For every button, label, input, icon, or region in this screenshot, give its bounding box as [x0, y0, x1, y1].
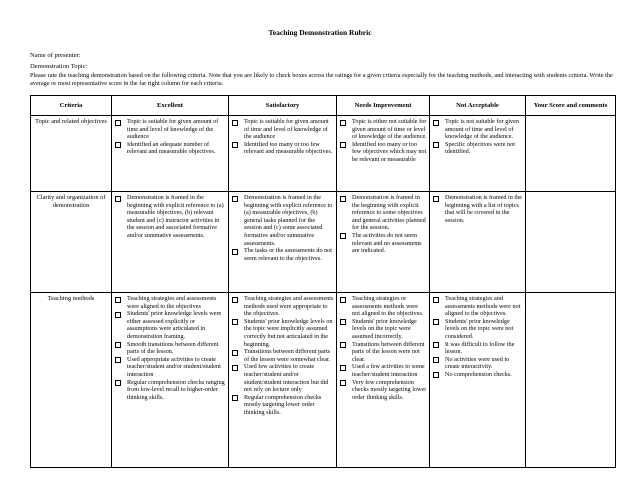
checkbox-icon[interactable]: [232, 297, 238, 303]
rubric-item-text: Specific objectives were not identified.: [445, 140, 515, 156]
rubric-item: [339, 295, 427, 318]
checkbox-icon[interactable]: [340, 342, 346, 348]
rubric-item-text: Demonstration is framed in the beginning with a list of topics that will be covered in the session.: [445, 194, 522, 224]
rubric-item-text: Regular comprehension checks ranging from low-level recall to higher-order thinking skills.: [127, 378, 225, 401]
rubric-item: [432, 356, 523, 371]
rubric-item: [114, 356, 226, 379]
header-not-acceptable: Not Acceptable: [430, 96, 526, 116]
rubric-item: [339, 118, 427, 141]
page-title: Teaching Demonstration Rubric: [268, 28, 372, 37]
checkbox-icon[interactable]: [433, 372, 439, 378]
criteria-items: [231, 295, 334, 417]
rubric-item: [114, 310, 226, 340]
needs-improvement-cell: [337, 116, 430, 192]
rubric-item-text: Used a few activities to some teacher/student interaction: [352, 363, 425, 378]
rubric-item-text: Students' prior knowledge levels were either assessed explicitly or assumptions were articulated in demonstration framing.: [127, 310, 222, 340]
rubric-item: [231, 295, 334, 318]
rubric-item-text: Used few activities to create teacher/student and/or student/student interaction but did not rely on lecture only: [244, 363, 329, 394]
rubric-item-text: Students' prior knowledge levels on the topic were assumed incorrectly.: [352, 317, 417, 340]
rubric-item: [114, 295, 226, 310]
rubric-item-text: The activities do not seem relevant and no assessments are indicated.: [352, 231, 422, 255]
satisfactory-cell: [229, 192, 337, 293]
instructions: Please rate the teaching demonstration based on the following criteria. Note that you are likely to check boxes across the ratings for a given criteria especially for the teaching methods, and interacting with students criteria. Write the average or most representative score in the far right column for each criteria.: [30, 72, 613, 87]
satisfactory-cell: [229, 293, 337, 468]
rubric-item: [432, 318, 523, 341]
rubric-item-text: Teaching strategies and assessments were aligned to the objectives: [127, 295, 217, 310]
rubric-table: [30, 95, 616, 468]
needs-improvement-cell: [337, 293, 430, 468]
rubric-item: [339, 194, 427, 232]
rubric-item-text: Used appropriate activities to create teacher/student and/or student/student interaction: [127, 355, 221, 378]
rubric-item: [114, 118, 226, 141]
rubric-item-text: Topic is suitable for given amount of time and level of knowledge of the audience: [244, 118, 329, 141]
rubric-row: [31, 293, 616, 468]
rubric-item: [339, 341, 427, 364]
presenter-label: Name of presenter:: [30, 52, 81, 59]
checkbox-icon[interactable]: [115, 380, 121, 386]
rubric-item-text: Demonstration is framed in the beginning with explicit reference to (a) measurable objectives, (b) general tasks planned for the session and (c) some associated formative and/or summative assessments.: [244, 194, 333, 247]
needs-improvement-cell: [337, 192, 430, 293]
excellent-cell: [112, 293, 229, 468]
rubric-row: [31, 192, 616, 293]
header-excellent: Excellent: [112, 96, 229, 116]
criteria-items: [432, 118, 523, 156]
rubric-item-text: Teaching strategies or assessments methods were not aligned to the objectives.: [352, 295, 424, 318]
score-cell[interactable]: [526, 293, 616, 468]
rubric-item: [231, 141, 334, 156]
excellent-cell: [112, 192, 229, 293]
rubric-item-text: Identified too many or too few relevant and measurable objectives.: [244, 140, 333, 156]
rubric-item-text: Students' prior knowledge levels on the topic were not considered.: [445, 317, 514, 340]
topic-label: Demonstration Topic:: [30, 63, 88, 70]
checkbox-icon[interactable]: [115, 357, 121, 363]
rubric-item-text: Students' prior knowledge levels on the topic were implicitly assumed correctly but not articulated in the beginning.: [244, 317, 333, 348]
rubric-item-text: Topic is suitable for given amount of time and level of knowledge of the audience: [127, 118, 219, 141]
rubric-item: [114, 194, 226, 240]
checkbox-icon[interactable]: [340, 142, 346, 148]
checkbox-icon[interactable]: [433, 120, 439, 126]
criteria-items: [339, 194, 427, 255]
criteria-cell: Teaching methods: [31, 293, 112, 468]
checkbox-icon[interactable]: [232, 365, 238, 371]
excellent-cell: [112, 116, 229, 192]
rubric-item: [114, 341, 226, 356]
checkbox-icon[interactable]: [340, 120, 346, 126]
checkbox-icon[interactable]: [232, 120, 238, 126]
rubric-item: [231, 394, 334, 417]
checkbox-icon[interactable]: [115, 312, 121, 318]
rubric-item: [432, 295, 523, 318]
rubric-item-text: Very few comprehension checks mostly targeting lower order thinking skills.: [352, 378, 427, 401]
criteria-items: [114, 295, 226, 401]
rubric-item: [432, 371, 523, 379]
rubric-item-text: Smooth transitions between different parts of the lesson.: [127, 340, 219, 356]
criteria-items: [339, 118, 427, 164]
rubric-item-text: Transitions between different parts of the lesson were not clear.: [352, 340, 425, 363]
rubric-item: [339, 379, 427, 402]
rubric-item: [114, 141, 226, 156]
checkbox-icon[interactable]: [433, 357, 439, 363]
checkbox-icon[interactable]: [340, 380, 346, 386]
criteria-items: [432, 295, 523, 379]
rubric-item: [432, 194, 523, 224]
checkbox-icon[interactable]: [232, 319, 238, 325]
rubric-item-text: Regular comprehension checks mostly targeting lower order thinking skills.: [244, 393, 322, 416]
checkbox-icon[interactable]: [340, 297, 346, 303]
header-row: [31, 96, 616, 116]
criteria-items: [339, 295, 427, 401]
checkbox-icon[interactable]: [232, 395, 238, 401]
rubric-item: [339, 232, 427, 255]
checkbox-icon[interactable]: [232, 142, 238, 148]
rubric-item: [231, 348, 334, 363]
criteria-items: [231, 118, 334, 156]
checkbox-icon[interactable]: [232, 249, 238, 255]
criteria-items: [231, 194, 334, 262]
rubric-item: [231, 247, 334, 262]
checkbox-icon[interactable]: [115, 342, 121, 348]
checkbox-icon[interactable]: [232, 350, 238, 356]
satisfactory-cell: [229, 116, 337, 192]
checkbox-icon[interactable]: [115, 120, 121, 126]
criteria-cell: Topic and related objectives: [31, 116, 112, 192]
not-acceptable-cell: [430, 116, 526, 192]
checkbox-icon[interactable]: [115, 196, 121, 202]
criteria-items: [432, 194, 523, 224]
criteria-cell: Clarity and organization of demonstration: [31, 192, 112, 293]
rubric-item-text: Topic is either not suitable for given amount of time or level of knowledge of the audience.: [352, 118, 427, 141]
checkbox-icon[interactable]: [433, 297, 439, 303]
rubric-row: [31, 116, 616, 192]
checkbox-icon[interactable]: [433, 342, 439, 348]
header-needs-improvement: Needs Improvement: [337, 96, 430, 116]
score-cell[interactable]: [526, 116, 616, 192]
criteria-items: [114, 194, 226, 240]
rubric-item-text: Teaching strategies and assessments methods used were appropriate to the objectives.: [244, 295, 334, 318]
rubric-item: [231, 194, 334, 247]
rubric-item-text: The tasks or the assessments do not seem relevant to the objectives.: [244, 247, 332, 262]
checkbox-icon[interactable]: [340, 319, 346, 325]
checkbox-icon[interactable]: [340, 233, 346, 239]
checkbox-icon[interactable]: [340, 365, 346, 371]
rubric-item: [231, 118, 334, 141]
rubric-item-text: It was difficult to follow the lesson.: [445, 340, 515, 356]
rubric-item: [339, 141, 427, 164]
rubric-item-text: Identified too many or too few objectives which may not be relevant or measurable: [352, 140, 427, 163]
checkbox-icon[interactable]: [232, 196, 238, 202]
rubric-item: [231, 363, 334, 393]
rubric-item: [114, 379, 226, 402]
header-score: Your Score and comments: [526, 96, 616, 116]
rubric-item: [432, 118, 523, 141]
rubric-item-text: Teaching strategies and assessments methods were not aligned to the objectives.: [445, 295, 521, 318]
rubric-item-text: Demonstration is framed in the beginning with explicit reference to some objectives and general activities planned for the session.: [352, 194, 426, 232]
header-satisfactory: Satisfactory: [229, 96, 337, 116]
rubric-item-text: Transitions between different parts of the lesson were somewhat clear.: [244, 348, 331, 363]
rubric-item: [432, 141, 523, 156]
not-acceptable-cell: [430, 192, 526, 293]
checkbox-icon[interactable]: [340, 196, 346, 202]
rubric-item: [339, 318, 427, 341]
rubric-item-text: Demonstration is framed in the beginning with explicit reference to (a) measurable objectives, (b) relevant student and (c) instructor activities in the session and associated formative and/or summative assessments.: [127, 194, 224, 239]
rubric-item: [432, 341, 523, 356]
rubric-item-text: Identified an adequate number of relevant and measurable objectives.: [127, 140, 216, 156]
checkbox-icon[interactable]: [433, 142, 439, 148]
rubric-item-text: No comprehension checks.: [445, 370, 512, 378]
rubric-item: [339, 363, 427, 378]
header-criteria: Criteria: [31, 96, 112, 116]
checkbox-icon[interactable]: [115, 297, 121, 303]
rubric-item-text: Topic is not suitable for given amount of time and level of knowledge of the audience.: [445, 118, 519, 141]
rubric-item-text: No activities were used to create interactivity.: [445, 355, 510, 371]
checkbox-icon[interactable]: [433, 196, 439, 202]
score-cell[interactable]: [526, 192, 616, 293]
checkbox-icon[interactable]: [433, 319, 439, 325]
checkbox-icon[interactable]: [115, 142, 121, 148]
not-acceptable-cell: [430, 293, 526, 468]
rubric-item: [231, 318, 334, 348]
criteria-items: [114, 118, 226, 156]
